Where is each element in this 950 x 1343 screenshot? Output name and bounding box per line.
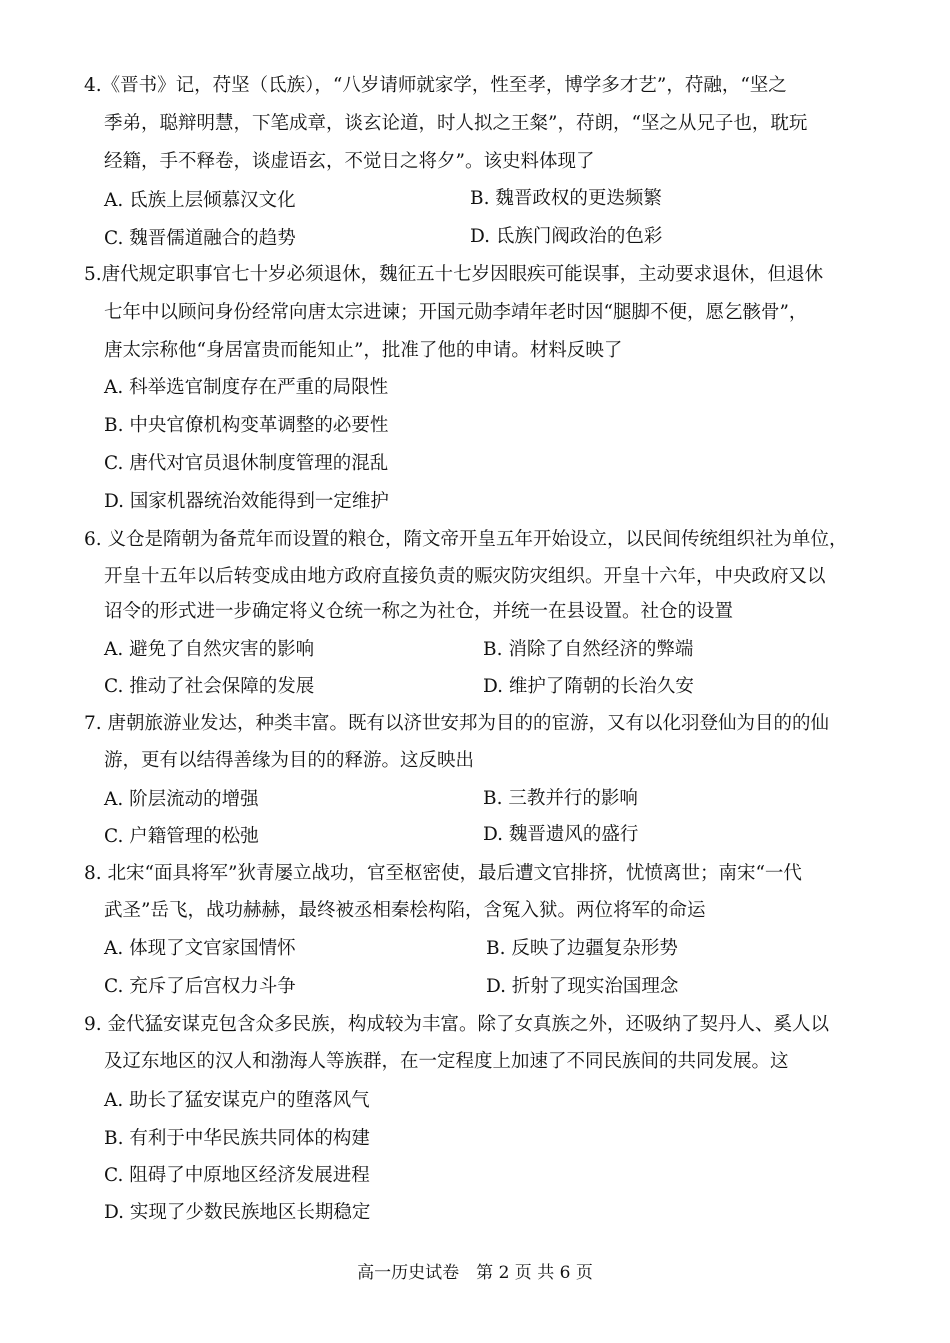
option-d: D. 折射了现实治国理念 — [486, 976, 679, 997]
option-d: D. 魏晋遗风的盛行 — [483, 824, 639, 845]
option-a: A. 氐族上层倾慕汉文化 — [104, 190, 296, 211]
question-stem-line: 5.唐代规定职事官七十岁必须退休，魏征五十七岁因眼疾可能误事，主动要求退休，但退休 — [84, 264, 824, 285]
option-a: A. 科举选官制度存在严重的局限性 — [104, 377, 389, 398]
option-d: D. 维护了隋朝的长治久安 — [483, 676, 694, 697]
question-stem-line: 唐太宗称他“身居富贵而能知止”，批准了他的申请。材料反映了 — [104, 340, 623, 361]
question-stem-line: 经籍，手不释卷，谈虚语玄，不觉日之将夕”。该史料体现了 — [104, 151, 595, 172]
question-stem-line: 8. 北宋“面具将军”狄青屡立战功，官至枢密使，最后遭文官排挤，忧愤离世；南宋“一代 — [84, 863, 802, 884]
page-footer: 高一历史试卷 第 2 页 共 6 页 — [357, 1263, 593, 1283]
question-stem-line: 季弟，聪辩明慧，下笔成章，谈玄论道，时人拟之王粲”，苻朗，“坚之从兄子也，耽玩 — [104, 113, 808, 134]
question-stem-line: 7. 唐朝旅游业发达，种类丰富。既有以济世安邦为目的的宦游，又有以化羽登仙为目的的仙 — [84, 713, 830, 734]
option-d: D. 国家机器统治效能得到一定维护 — [104, 491, 389, 512]
question-stem-line: 9. 金代猛安谋克包含众多民族，构成较为丰富。除了女真族之外，还吸纳了契丹人、奚人以 — [84, 1014, 830, 1035]
option-a: A. 阶层流动的增强 — [104, 789, 259, 810]
option-b: B. 三教并行的影响 — [483, 788, 638, 809]
option-c: C. 魏晋儒道融合的趋势 — [104, 228, 296, 249]
option-c: C. 推动了社会保障的发展 — [104, 676, 315, 697]
question-stem-line: 4.《晋书》记，苻坚（氐族），“八岁请师就家学，性至孝，博学多才艺”，苻融，“坚之 — [84, 75, 787, 96]
option-d: D. 氐族门阀政治的色彩 — [470, 226, 663, 247]
option-b: B. 有利于中华民族共同体的构建 — [104, 1128, 370, 1149]
option-c: C. 户籍管理的松弛 — [104, 826, 259, 847]
option-a: A. 避免了自然灾害的影响 — [104, 639, 315, 660]
question-stem-line: 开皇十五年以后转变成由地方政府直接负责的赈灾防灾组织。开皇十六年，中央政府又以 — [104, 566, 826, 587]
option-c: C. 充斥了后宫权力斗争 — [104, 976, 296, 997]
option-b: B. 消除了自然经济的弊端 — [483, 639, 694, 660]
question-stem-line: 6. 义仓是隋朝为备荒年而设置的粮仓，隋文帝开皇五年开始设立，以民间传统组织社为单位， — [84, 529, 848, 550]
option-b: B. 魏晋政权的更迭频繁 — [470, 188, 662, 209]
option-b: B. 中央官僚机构变革调整的必要性 — [104, 415, 389, 436]
option-a: A. 体现了文官家国情怀 — [104, 938, 296, 959]
option-a: A. 助长了猛安谋克户的堕落风气 — [104, 1090, 370, 1111]
option-b: B. 反映了边疆复杂形势 — [486, 938, 678, 959]
question-stem-line: 七年中以顾问身份经常向唐太宗进谏；开国元勋李靖年老时因“腿脚不便，愿乞骸骨”， — [104, 302, 808, 323]
option-c: C. 阻碍了中原地区经济发展进程 — [104, 1165, 370, 1186]
question-stem-line: 游，更有以结得善缘为目的的释游。这反映出 — [104, 750, 475, 771]
question-stem-line: 及辽东地区的汉人和渤海人等族群，在一定程度上加速了不同民族间的共同发展。这 — [104, 1051, 789, 1072]
option-c: C. 唐代对官员退休制度管理的混乱 — [104, 453, 389, 474]
question-stem-line: 武圣”岳飞，战功赫赫，最终被丞相秦桧构陷，含冤入狱。两位将军的命运 — [104, 900, 706, 921]
option-d: D. 实现了少数民族地区长期稳定 — [104, 1202, 371, 1223]
question-stem-line: 诏令的形式进一步确定将义仓统一称之为社仓，并统一在县设置。社仓的设置 — [104, 601, 734, 622]
